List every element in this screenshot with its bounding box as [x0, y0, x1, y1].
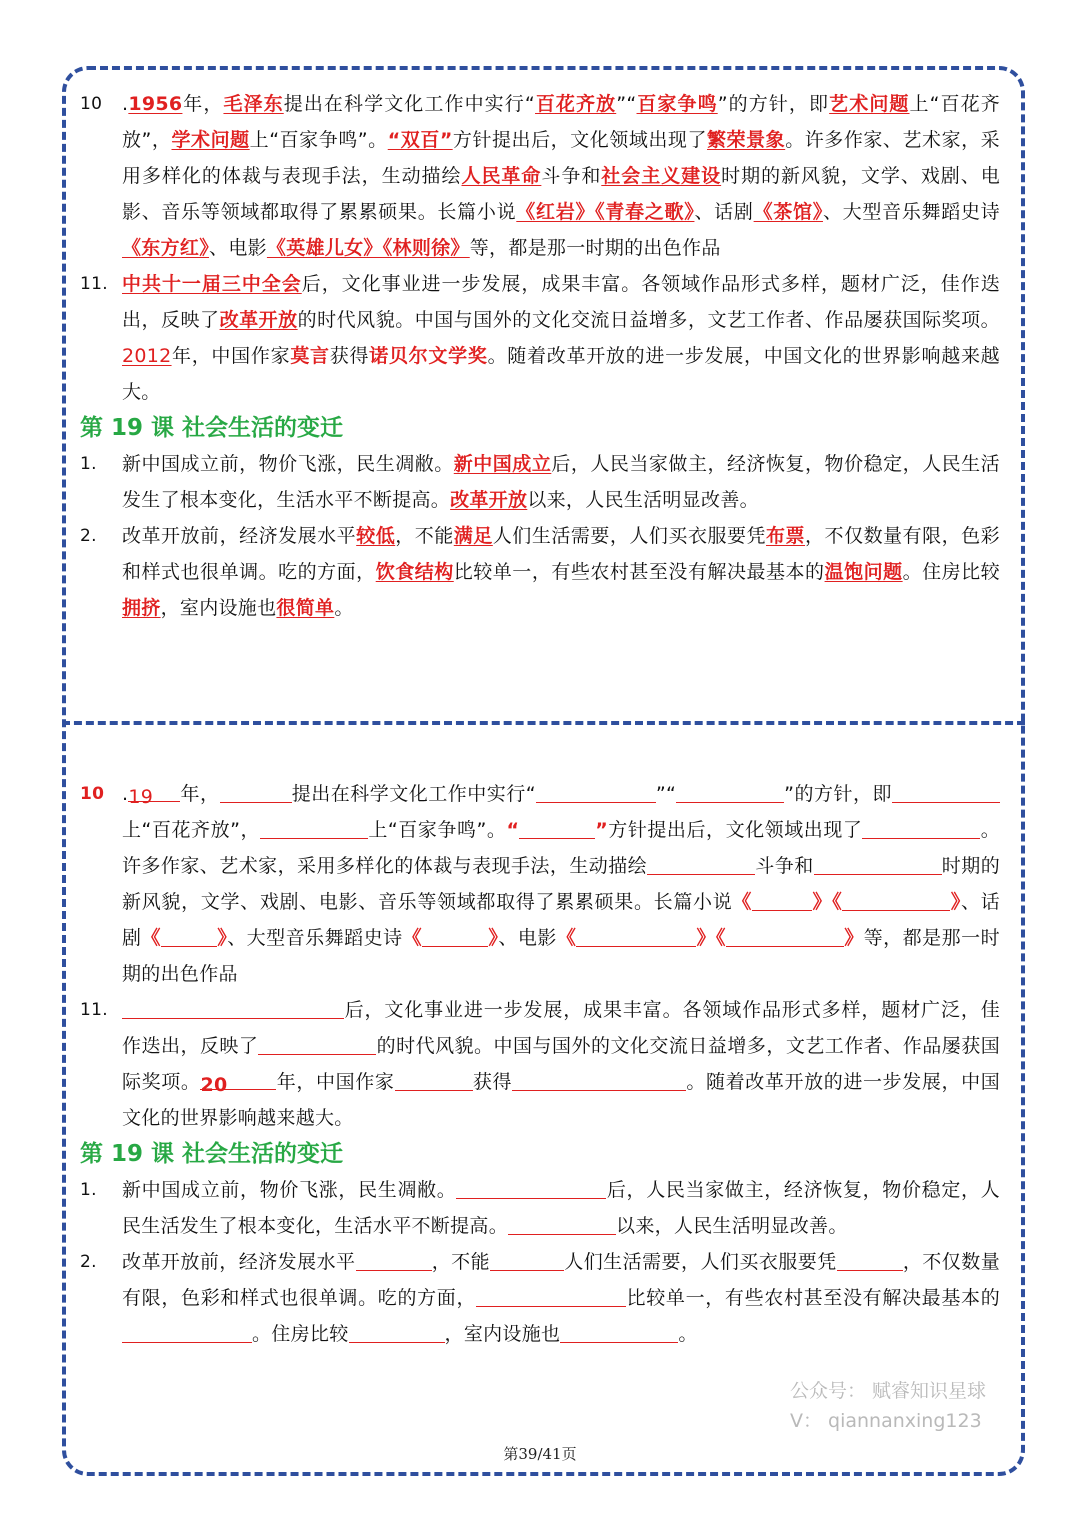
keyword: 满足 — [453, 525, 493, 547]
text: 斗争和 — [541, 165, 602, 187]
text: 获得 — [472, 1071, 513, 1093]
keyword: 毛泽东 — [223, 93, 284, 115]
watermark-account: 公众号： 赋睿知识星球 — [790, 1380, 987, 1402]
keyword: 布票 — [766, 525, 806, 547]
blank[interactable] — [349, 1320, 445, 1343]
text: 新中国成立前，物价飞涨，民生凋敝。 — [122, 453, 454, 475]
text: ，不仅数量有限，色彩和样式也很单调。吃的方面， — [122, 525, 1000, 583]
text: 比较单一，有些农村甚至没有解决最基本的 — [453, 561, 825, 583]
quote-mark: ” — [595, 819, 609, 841]
text: 以来，人民生活明显改善。 — [616, 1215, 848, 1237]
text: 新中国成立前，物价飞涨，民生凋敝。 — [122, 1179, 457, 1201]
text: 上“百花齐放”， — [122, 819, 261, 841]
text: . — [122, 783, 129, 805]
text: 方针提出后，文化领域出现了 — [452, 129, 708, 151]
keyword: 拥挤 — [122, 597, 161, 619]
blank[interactable] — [576, 924, 696, 947]
text: 。许多作家、艺术家，采用多样化的体裁与表现手法，生动描绘 — [122, 129, 1000, 187]
blank[interactable] — [676, 780, 784, 803]
answer-item-10 — [80, 86, 1000, 266]
text: 。住房比较 — [902, 561, 1000, 583]
text: 年， — [182, 93, 224, 115]
watermark — [790, 1376, 986, 1436]
text: 。 — [334, 597, 354, 619]
section-divider — [62, 721, 1025, 725]
book-mark: 《 — [402, 927, 423, 949]
text: 人们生活需要，人们买衣服要凭 — [564, 1251, 837, 1273]
text: ，不仅数量有限，色彩和样式也很单调。吃的方面， — [122, 1251, 1000, 1309]
text: ”的方针，即 — [784, 783, 892, 805]
text: 年， — [180, 783, 220, 805]
answer-item-11 — [80, 266, 1000, 410]
item-number: 1. — [80, 454, 97, 474]
text: 后，人民当家做主，经济恢复，物价稳定，人民生活发生了根本变化，生活水平不断提高。 — [122, 1179, 1000, 1237]
text: 的时代风貌。中国与国外的文化交流日益增多，文艺工作者、作品屡获国际奖项。 — [122, 1035, 1000, 1093]
blank[interactable] — [512, 1068, 686, 1091]
text: 提出在科学文化工作中实行“ — [291, 783, 536, 805]
blank[interactable] — [560, 1320, 678, 1343]
blank[interactable] — [647, 852, 755, 875]
keyword: 《红岩》《青春之歌》 — [516, 201, 695, 223]
watermark-wechat: V： qiannanxing123 — [790, 1410, 982, 1432]
text: 的时代风貌。中国与国外的文化交流日益增多，文艺工作者、作品屡获国际奖项。 — [297, 309, 1000, 331]
lesson-heading: 第 19 课 社会生活的变迁 — [80, 1141, 344, 1167]
text: 以来，人民生活明显改善。 — [527, 489, 759, 511]
blank[interactable] — [842, 888, 950, 911]
text: 后，人民当家做主，经济恢复，物价稳定，人民生活发生了根本变化，生活水平不断提高。 — [122, 453, 1000, 511]
text: 上“百家争鸣”。 — [368, 819, 507, 841]
keyword: 改革开放 — [450, 489, 528, 511]
exercise-item-2 — [80, 1244, 1000, 1352]
exercise-item-1 — [80, 1172, 1000, 1244]
text: ”“ — [616, 93, 637, 115]
text: 年，中国作家 — [276, 1071, 395, 1093]
text: 。许多作家、艺术家，采用多样化的体裁与表现手法，生动描绘 — [122, 819, 1000, 877]
text: ，室内设施也 — [160, 597, 277, 619]
blank[interactable] — [395, 1068, 473, 1091]
blank[interactable] — [519, 816, 595, 839]
book-mark: 》 — [844, 927, 864, 949]
lesson-heading: 第 19 课 社会生活的变迁 — [80, 415, 344, 441]
exercise-item-11 — [80, 992, 1000, 1136]
keyword: 2012 — [122, 345, 172, 367]
blank[interactable] — [536, 780, 656, 803]
item-number: 11. — [80, 1000, 108, 1020]
text: 时期的新风貌，文学、戏剧、电影、音乐等领域都取得了累累硕果。长篇小说 — [122, 165, 1001, 223]
keyword: 繁荣景象 — [707, 129, 786, 151]
item-number: 2. — [80, 526, 97, 546]
page-number: 第39/41页 — [503, 1445, 577, 1463]
blank[interactable] — [258, 1032, 376, 1055]
blank[interactable] — [422, 924, 488, 947]
keyword: 社会主义建设 — [601, 165, 722, 187]
text: 、大型音乐舞蹈史诗 — [822, 201, 1000, 223]
blank[interactable] — [837, 1248, 903, 1271]
text: . — [122, 93, 129, 115]
keyword: 学术问题 — [171, 129, 250, 151]
blank[interactable] — [476, 1284, 626, 1307]
text: 上“百花齐放”， — [122, 93, 1001, 151]
text: 。住房比较 — [252, 1323, 349, 1345]
keyword: “双百” — [387, 129, 453, 151]
text: 。随着改革开放的进一步发展，中国文化的世界影响越来越大。 — [122, 1071, 1000, 1129]
text: ，室内设施也 — [444, 1323, 561, 1345]
text: 等，都是那一时期的出色作品 — [469, 237, 721, 259]
keyword: 中共十一届三中全会 — [122, 273, 302, 295]
blank[interactable] — [220, 780, 292, 803]
text: 、电影 — [209, 237, 267, 259]
text: 后，文化事业进一步发展，成果丰富。各领域作品形式多样，题材广泛，佳作迭出，反映了 — [122, 273, 1000, 331]
text: 斗争和 — [755, 855, 814, 877]
blank[interactable] — [726, 924, 844, 947]
item-number: 2. — [80, 1252, 97, 1272]
quote-mark: “ — [506, 819, 520, 841]
blank[interactable] — [260, 816, 368, 839]
text: 时期的新风貌，文学、戏剧、电影、音乐等领域都取得了累累硕果。长篇小说 — [122, 855, 1000, 913]
item-number: 11. — [80, 274, 108, 294]
blank-prefill: 19 — [128, 786, 154, 808]
text: ”“ — [655, 783, 677, 805]
book-mark: 》 — [488, 927, 499, 949]
item-number: 10 — [80, 94, 103, 114]
text: 提出在科学文化工作中实行“ — [283, 93, 536, 115]
keyword: 《英雄儿女》《林则徐》 — [266, 237, 470, 259]
keyword: 新中国成立 — [453, 453, 552, 475]
keyword: 改革开放 — [219, 309, 298, 331]
blank-prefill: 20 — [200, 1074, 228, 1096]
answer-item-1 — [80, 446, 1000, 518]
book-mark: 《 — [732, 891, 753, 913]
text: 、大型音乐舞蹈史诗 — [227, 927, 403, 949]
text: 比较单一，有些农村甚至没有解决最基本的 — [626, 1287, 1001, 1309]
text: ，不能 — [395, 525, 454, 547]
text: 上“百家争鸣”。 — [249, 129, 388, 151]
keyword: 很简单 — [276, 597, 335, 619]
exercise-section — [80, 776, 1000, 1352]
text: 。 — [678, 1323, 698, 1345]
text: 改革开放前，经济发展水平 — [122, 525, 357, 547]
text: 、话剧 — [694, 201, 754, 223]
blank[interactable] — [456, 1176, 606, 1199]
answer-item-2 — [80, 518, 1000, 626]
blank[interactable] — [752, 888, 812, 911]
text: 方针提出后，文化领域出现了 — [608, 819, 863, 841]
blank[interactable] — [814, 852, 942, 875]
blank[interactable] — [122, 1320, 252, 1343]
keyword: 艺术问题 — [829, 93, 910, 115]
text: 改革开放前，经济发展水平 — [122, 1251, 356, 1273]
book-mark: 》 — [217, 927, 228, 949]
answer-section — [80, 86, 1000, 626]
keyword: 1956 — [128, 93, 183, 115]
exercise-item-10 — [80, 776, 1000, 992]
text: 人们生活需要，人们买衣服要凭 — [492, 525, 767, 547]
text: 、电影 — [498, 927, 557, 949]
keyword: 莫言 — [290, 345, 330, 367]
text: ，不能 — [431, 1251, 491, 1273]
blank[interactable] — [508, 1212, 616, 1235]
book-mark: 《 — [556, 927, 577, 949]
blank[interactable] — [161, 924, 217, 947]
keyword: 温饱问题 — [824, 561, 903, 583]
keyword: 百花齐放 — [535, 93, 617, 115]
item-number: 10 — [80, 784, 105, 804]
blank-year[interactable] — [128, 779, 180, 808]
blank[interactable] — [122, 996, 344, 1019]
blank[interactable] — [892, 780, 1000, 803]
blank-year[interactable] — [200, 1067, 276, 1096]
keyword: 诺贝尔文学奖 — [369, 345, 488, 367]
blank[interactable] — [490, 1248, 564, 1271]
item-number: 1. — [80, 1180, 97, 1200]
keyword: 《东方红》 — [122, 237, 210, 259]
text: 、话剧 — [122, 891, 1000, 949]
text: 等，都是那一时期的出色作品 — [122, 927, 1000, 985]
text: ”的方针，即 — [717, 93, 830, 115]
book-mark: 《 — [141, 927, 161, 949]
text: 获得 — [329, 345, 370, 367]
keyword: 人民革命 — [461, 165, 542, 187]
text: 后，文化事业进一步发展，成果丰富。各领域作品形式多样，题材广泛，佳作迭出，反映了 — [122, 999, 1000, 1057]
keyword: 《茶馆》 — [753, 201, 823, 223]
keyword: 饮食结构 — [375, 561, 454, 583]
text: 。随着改革开放的进一步发展，中国文化的世界影响越来越大。 — [122, 345, 1000, 403]
blank[interactable] — [356, 1248, 432, 1271]
book-mark: 》 — [950, 891, 961, 913]
book-mark: 》《 — [812, 891, 843, 913]
keyword: 较低 — [356, 525, 396, 547]
keyword: 百家争鸣 — [636, 93, 718, 115]
text: 年，中国作家 — [171, 345, 291, 367]
book-mark: 》《 — [696, 927, 726, 949]
blank[interactable] — [862, 816, 980, 839]
